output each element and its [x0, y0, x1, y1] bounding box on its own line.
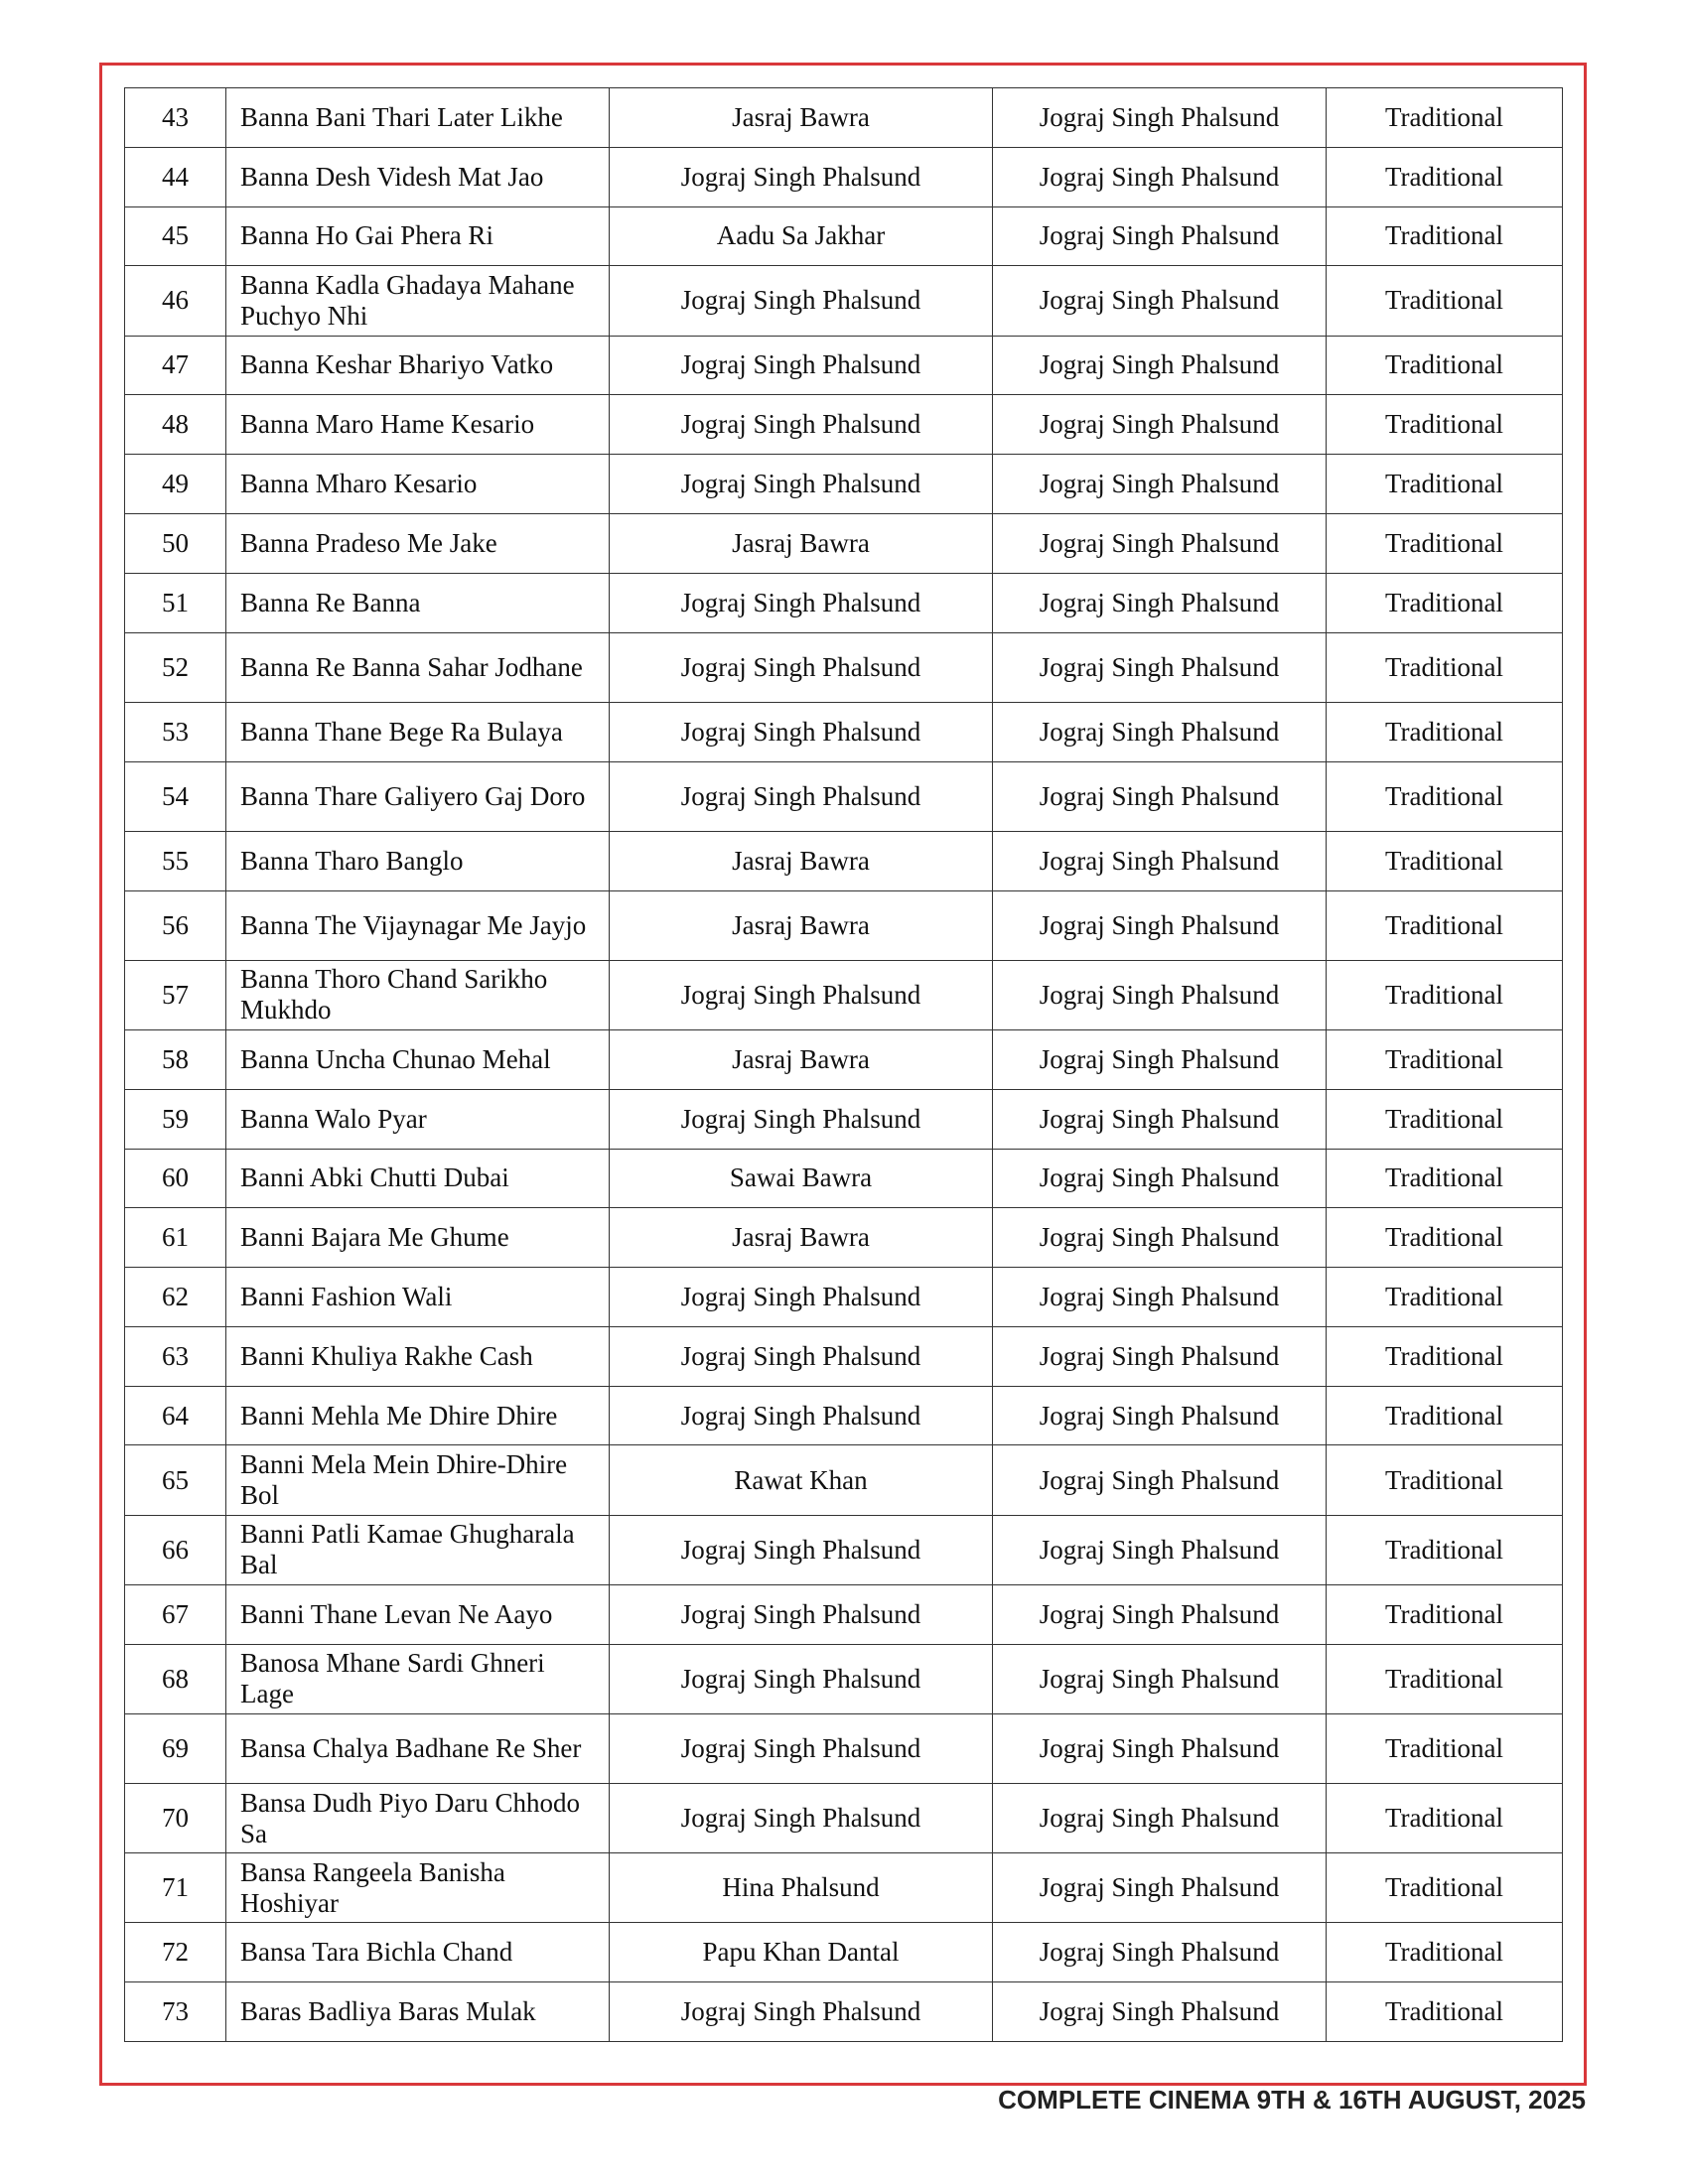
- lyricist-cell: Traditional: [1327, 761, 1563, 831]
- row-number-cell: 67: [125, 1584, 226, 1644]
- song-title-cell: Banna Desh Videsh Mat Jao: [226, 147, 610, 206]
- singer-cell: Jasraj Bawra: [610, 890, 993, 960]
- singer-cell: Papu Khan Dantal: [610, 1923, 993, 1982]
- table-row: [125, 1515, 1563, 1584]
- song-title-cell: Bansa Tara Bichla Chand: [226, 1923, 610, 1982]
- footer-publication-line: COMPLETE CINEMA 9TH & 16TH AUGUST, 2025: [998, 2085, 1586, 2115]
- row-number-cell: 71: [125, 1853, 226, 1923]
- row-number-cell: 72: [125, 1923, 226, 1982]
- row-number-cell: 53: [125, 702, 226, 761]
- composer-cell: Jograj Singh Phalsund: [993, 513, 1327, 573]
- row-number-cell: 64: [125, 1386, 226, 1445]
- song-table: [124, 87, 1563, 2042]
- singer-cell: Jograj Singh Phalsund: [610, 1268, 993, 1327]
- song-title-cell: Banna Mharo Kesario: [226, 455, 610, 514]
- lyricist-cell: Traditional: [1327, 336, 1563, 395]
- song-title-cell: Banna Kadla Ghadaya Mahane Puchyo Nhi: [226, 266, 610, 336]
- singer-cell: Jograj Singh Phalsund: [610, 960, 993, 1029]
- row-number-cell: 60: [125, 1149, 226, 1208]
- lyricist-cell: Traditional: [1327, 1713, 1563, 1783]
- table-row: [125, 1386, 1563, 1445]
- singer-cell: Jograj Singh Phalsund: [610, 1584, 993, 1644]
- singer-cell: Jograj Singh Phalsund: [610, 395, 993, 455]
- lyricist-cell: Traditional: [1327, 1149, 1563, 1208]
- lyricist-cell: Traditional: [1327, 395, 1563, 455]
- table-row: [125, 455, 1563, 514]
- song-title-cell: Banni Patli Kamae Ghugharala Bal: [226, 1515, 610, 1584]
- table-row: [125, 1029, 1563, 1089]
- table-row: [125, 1982, 1563, 2042]
- song-title-cell: Bansa Dudh Piyo Daru Chhodo Sa: [226, 1784, 610, 1853]
- composer-cell: Jograj Singh Phalsund: [993, 761, 1327, 831]
- composer-cell: Jograj Singh Phalsund: [993, 1644, 1327, 1713]
- row-number-cell: 61: [125, 1208, 226, 1268]
- row-number-cell: 70: [125, 1784, 226, 1853]
- song-title-cell: Banni Khuliya Rakhe Cash: [226, 1326, 610, 1386]
- row-number-cell: 55: [125, 831, 226, 890]
- composer-cell: Jograj Singh Phalsund: [993, 1326, 1327, 1386]
- singer-cell: Jograj Singh Phalsund: [610, 1982, 993, 2042]
- lyricist-cell: Traditional: [1327, 513, 1563, 573]
- song-title-cell: Banni Mela Mein Dhire-Dhire Bol: [226, 1445, 610, 1515]
- row-number-cell: 47: [125, 336, 226, 395]
- singer-cell: Jograj Singh Phalsund: [610, 1713, 993, 1783]
- singer-cell: Jasraj Bawra: [610, 1029, 993, 1089]
- lyricist-cell: Traditional: [1327, 573, 1563, 632]
- song-title-cell: Bansa Chalya Badhane Re Sher: [226, 1713, 610, 1783]
- singer-cell: Hina Phalsund: [610, 1853, 993, 1923]
- row-number-cell: 73: [125, 1982, 226, 2042]
- composer-cell: Jograj Singh Phalsund: [993, 206, 1327, 266]
- song-title-cell: Banna Thare Galiyero Gaj Doro: [226, 761, 610, 831]
- row-number-cell: 56: [125, 890, 226, 960]
- row-number-cell: 66: [125, 1515, 226, 1584]
- lyricist-cell: Traditional: [1327, 1326, 1563, 1386]
- song-title-cell: Banna Re Banna Sahar Jodhane: [226, 632, 610, 702]
- composer-cell: Jograj Singh Phalsund: [993, 1784, 1327, 1853]
- lyricist-cell: Traditional: [1327, 266, 1563, 336]
- composer-cell: Jograj Singh Phalsund: [993, 702, 1327, 761]
- singer-cell: Jograj Singh Phalsund: [610, 702, 993, 761]
- table-row: [125, 1784, 1563, 1853]
- song-title-cell: Banosa Mhane Sardi Ghneri Lage: [226, 1644, 610, 1713]
- composer-cell: Jograj Singh Phalsund: [993, 831, 1327, 890]
- singer-cell: Rawat Khan: [610, 1445, 993, 1515]
- table-row: [125, 1089, 1563, 1149]
- singer-cell: Jograj Singh Phalsund: [610, 455, 993, 514]
- row-number-cell: 58: [125, 1029, 226, 1089]
- composer-cell: Jograj Singh Phalsund: [993, 1445, 1327, 1515]
- composer-cell: Jograj Singh Phalsund: [993, 573, 1327, 632]
- composer-cell: Jograj Singh Phalsund: [993, 147, 1327, 206]
- lyricist-cell: Traditional: [1327, 1445, 1563, 1515]
- song-title-cell: Banna Keshar Bhariyo Vatko: [226, 336, 610, 395]
- table-row: [125, 890, 1563, 960]
- table-row: [125, 266, 1563, 336]
- song-title-cell: Banna Re Banna: [226, 573, 610, 632]
- song-title-cell: Banna Uncha Chunao Mehal: [226, 1029, 610, 1089]
- composer-cell: Jograj Singh Phalsund: [993, 1584, 1327, 1644]
- row-number-cell: 68: [125, 1644, 226, 1713]
- lyricist-cell: Traditional: [1327, 1784, 1563, 1853]
- table-row: [125, 702, 1563, 761]
- table-row: [125, 1208, 1563, 1268]
- table-row: [125, 1326, 1563, 1386]
- row-number-cell: 59: [125, 1089, 226, 1149]
- singer-cell: Jasraj Bawra: [610, 1208, 993, 1268]
- table-row: [125, 1149, 1563, 1208]
- lyricist-cell: Traditional: [1327, 1268, 1563, 1327]
- row-number-cell: 57: [125, 960, 226, 1029]
- lyricist-cell: Traditional: [1327, 455, 1563, 514]
- composer-cell: Jograj Singh Phalsund: [993, 1149, 1327, 1208]
- table-row: [125, 1268, 1563, 1327]
- song-title-cell: Banni Abki Chutti Dubai: [226, 1149, 610, 1208]
- lyricist-cell: Traditional: [1327, 1584, 1563, 1644]
- row-number-cell: 51: [125, 573, 226, 632]
- row-number-cell: 52: [125, 632, 226, 702]
- singer-cell: Jograj Singh Phalsund: [610, 1326, 993, 1386]
- lyricist-cell: Traditional: [1327, 147, 1563, 206]
- table-row: [125, 573, 1563, 632]
- row-number-cell: 49: [125, 455, 226, 514]
- singer-cell: Jograj Singh Phalsund: [610, 761, 993, 831]
- table-row: [125, 831, 1563, 890]
- singer-cell: Jograj Singh Phalsund: [610, 266, 993, 336]
- lyricist-cell: Traditional: [1327, 632, 1563, 702]
- song-title-cell: Banni Bajara Me Ghume: [226, 1208, 610, 1268]
- row-number-cell: 46: [125, 266, 226, 336]
- singer-cell: Sawai Bawra: [610, 1149, 993, 1208]
- table-row: [125, 1923, 1563, 1982]
- lyricist-cell: Traditional: [1327, 1982, 1563, 2042]
- table-row: [125, 761, 1563, 831]
- composer-cell: Jograj Singh Phalsund: [993, 395, 1327, 455]
- song-title-cell: Banna Maro Hame Kesario: [226, 395, 610, 455]
- composer-cell: Jograj Singh Phalsund: [993, 1268, 1327, 1327]
- song-title-cell: Banna Tharo Banglo: [226, 831, 610, 890]
- song-table-body: [125, 88, 1563, 2042]
- singer-cell: Jasraj Bawra: [610, 88, 993, 148]
- lyricist-cell: Traditional: [1327, 88, 1563, 148]
- composer-cell: Jograj Singh Phalsund: [993, 88, 1327, 148]
- row-number-cell: 50: [125, 513, 226, 573]
- lyricist-cell: Traditional: [1327, 1644, 1563, 1713]
- table-row: [125, 88, 1563, 148]
- table-row: [125, 513, 1563, 573]
- composer-cell: Jograj Singh Phalsund: [993, 455, 1327, 514]
- table-row: [125, 1445, 1563, 1515]
- song-title-cell: Banna Bani Thari Later Likhe: [226, 88, 610, 148]
- lyricist-cell: Traditional: [1327, 702, 1563, 761]
- lyricist-cell: Traditional: [1327, 1515, 1563, 1584]
- table-row: [125, 1853, 1563, 1923]
- lyricist-cell: Traditional: [1327, 1386, 1563, 1445]
- singer-cell: Jograj Singh Phalsund: [610, 1089, 993, 1149]
- song-title-cell: Baras Badliya Baras Mulak: [226, 1982, 610, 2042]
- composer-cell: Jograj Singh Phalsund: [993, 1029, 1327, 1089]
- table-row: [125, 1713, 1563, 1783]
- lyricist-cell: Traditional: [1327, 1923, 1563, 1982]
- singer-cell: Jograj Singh Phalsund: [610, 632, 993, 702]
- table-row: [125, 1644, 1563, 1713]
- singer-cell: Jograj Singh Phalsund: [610, 1644, 993, 1713]
- composer-cell: Jograj Singh Phalsund: [993, 1713, 1327, 1783]
- lyricist-cell: Traditional: [1327, 960, 1563, 1029]
- table-row: [125, 147, 1563, 206]
- song-title-cell: Banna Thane Bege Ra Bulaya: [226, 702, 610, 761]
- row-number-cell: 65: [125, 1445, 226, 1515]
- singer-cell: Jasraj Bawra: [610, 831, 993, 890]
- lyricist-cell: Traditional: [1327, 1089, 1563, 1149]
- singer-cell: Aadu Sa Jakhar: [610, 206, 993, 266]
- lyricist-cell: Traditional: [1327, 1208, 1563, 1268]
- table-row: [125, 206, 1563, 266]
- composer-cell: Jograj Singh Phalsund: [993, 632, 1327, 702]
- table-row: [125, 395, 1563, 455]
- row-number-cell: 48: [125, 395, 226, 455]
- singer-cell: Jograj Singh Phalsund: [610, 1386, 993, 1445]
- composer-cell: Jograj Singh Phalsund: [993, 1089, 1327, 1149]
- lyricist-cell: Traditional: [1327, 1853, 1563, 1923]
- composer-cell: Jograj Singh Phalsund: [993, 1208, 1327, 1268]
- composer-cell: Jograj Singh Phalsund: [993, 890, 1327, 960]
- table-row: [125, 960, 1563, 1029]
- singer-cell: Jasraj Bawra: [610, 513, 993, 573]
- composer-cell: Jograj Singh Phalsund: [993, 266, 1327, 336]
- table-row: [125, 1584, 1563, 1644]
- row-number-cell: 54: [125, 761, 226, 831]
- song-title-cell: Banna Pradeso Me Jake: [226, 513, 610, 573]
- song-title-cell: Banni Thane Levan Ne Aayo: [226, 1584, 610, 1644]
- row-number-cell: 43: [125, 88, 226, 148]
- lyricist-cell: Traditional: [1327, 831, 1563, 890]
- composer-cell: Jograj Singh Phalsund: [993, 960, 1327, 1029]
- lyricist-cell: Traditional: [1327, 1029, 1563, 1089]
- table-row: [125, 632, 1563, 702]
- singer-cell: Jograj Singh Phalsund: [610, 573, 993, 632]
- song-title-cell: Banni Mehla Me Dhire Dhire: [226, 1386, 610, 1445]
- singer-cell: Jograj Singh Phalsund: [610, 336, 993, 395]
- song-title-cell: Banna Thoro Chand Sarikho Mukhdo: [226, 960, 610, 1029]
- composer-cell: Jograj Singh Phalsund: [993, 1386, 1327, 1445]
- row-number-cell: 69: [125, 1713, 226, 1783]
- composer-cell: Jograj Singh Phalsund: [993, 1982, 1327, 2042]
- table-row: [125, 336, 1563, 395]
- song-title-cell: Banni Fashion Wali: [226, 1268, 610, 1327]
- singer-cell: Jograj Singh Phalsund: [610, 1784, 993, 1853]
- row-number-cell: 45: [125, 206, 226, 266]
- lyricist-cell: Traditional: [1327, 890, 1563, 960]
- row-number-cell: 62: [125, 1268, 226, 1327]
- song-title-cell: Banna The Vijaynagar Me Jayjo: [226, 890, 610, 960]
- row-number-cell: 44: [125, 147, 226, 206]
- composer-cell: Jograj Singh Phalsund: [993, 336, 1327, 395]
- composer-cell: Jograj Singh Phalsund: [993, 1923, 1327, 1982]
- singer-cell: Jograj Singh Phalsund: [610, 1515, 993, 1584]
- singer-cell: Jograj Singh Phalsund: [610, 147, 993, 206]
- composer-cell: Jograj Singh Phalsund: [993, 1515, 1327, 1584]
- lyricist-cell: Traditional: [1327, 206, 1563, 266]
- row-number-cell: 63: [125, 1326, 226, 1386]
- song-title-cell: Bansa Rangeela Banisha Hoshiyar: [226, 1853, 610, 1923]
- song-title-cell: Banna Ho Gai Phera Ri: [226, 206, 610, 266]
- composer-cell: Jograj Singh Phalsund: [993, 1853, 1327, 1923]
- song-title-cell: Banna Walo Pyar: [226, 1089, 610, 1149]
